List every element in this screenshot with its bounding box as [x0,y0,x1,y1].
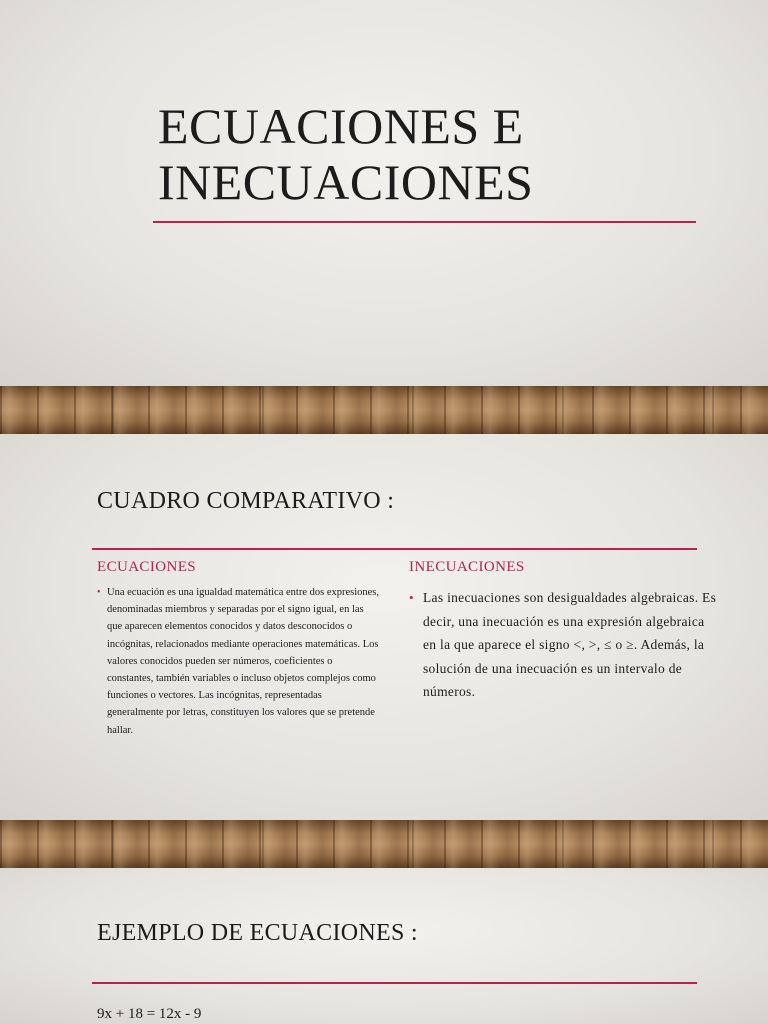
title-line-2: INECUACIONES [158,154,534,210]
slide-heading: CUADRO COMPARATIVO : [97,488,395,514]
bullet-dot-icon: • [409,590,414,605]
bullet-dot-icon: • [97,587,101,598]
title-line-1: ECUACIONES E [158,98,524,154]
bullet-text-inecuaciones: Las inecuaciones son desigualdades algebraicas. Es decir, una inecuación es una expresión algebraica en la que aparece el signo <, >, ≤ o ≥. Además, la solución de una inecuación es un intervalo de números. [423,590,717,699]
title-divider [153,221,696,223]
bullet-inecuaciones [409,586,717,704]
bullet-ecuaciones [97,584,379,739]
heading-divider [92,548,697,550]
wood-floor-divider [0,386,768,434]
slide-2 [0,434,768,820]
wood-floor-divider [0,820,768,868]
bullet-text-ecuaciones: Una ecuación es una igualdad matemática entre dos expresiones, denominadas miembros y separadas por el signo igual, en las que aparecen elementos conocidos y datos desconocidos o incógnitas, relacionados mediante operaciones matemáticas. Los valores conocidos pueden ser números, coeficientes o constantes, también variables o incluso objetos complejos como funciones o vectores. Las incógnitas, representadas generalmente por letras, constituyen los valores que se pretende hallar. [107,587,380,736]
slide-1 [0,0,768,386]
equation-text: 9x + 18 = 12x - 9 [97,1006,202,1022]
slide-title [158,98,533,210]
heading-divider [92,982,697,984]
column-header-inecuaciones: INECUACIONES [409,559,525,575]
column-header-ecuaciones: ECUACIONES [97,559,197,575]
slide-3 [0,868,768,1024]
slide-heading: EJEMPLO DE ECUACIONES : [97,920,418,946]
